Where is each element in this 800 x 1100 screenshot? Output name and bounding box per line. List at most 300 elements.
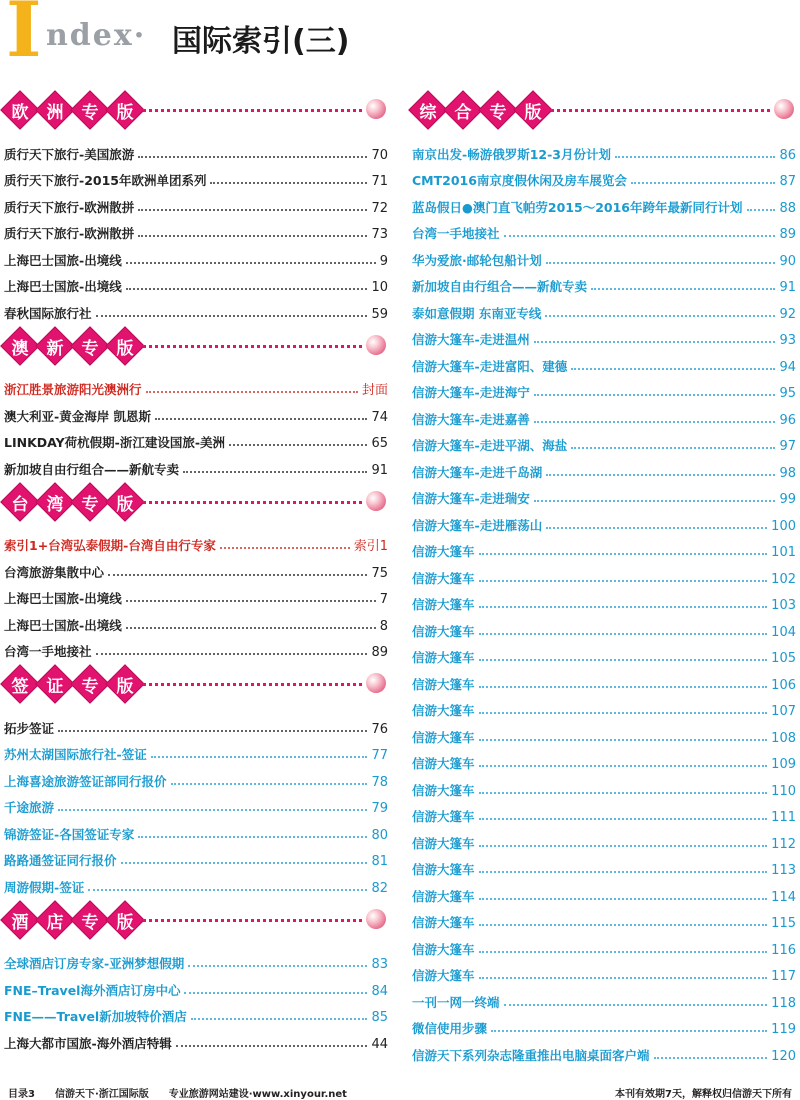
entry-name: 信游大篷车 [412, 915, 475, 930]
entry-page-number: 72 [371, 200, 388, 216]
entry-page-number: 105 [771, 651, 796, 666]
entry-name: 新加坡自由行组合——新航专卖 [4, 461, 180, 477]
dot-leader [479, 977, 768, 979]
index-entry[interactable] [412, 163, 796, 190]
dot-leader [188, 965, 367, 967]
section-spacer [412, 1064, 796, 1070]
section-title-diamond [70, 664, 110, 704]
entry-name: 台湾一手地接社 [412, 226, 500, 241]
dot-leader [504, 1004, 768, 1006]
entry-name: 信游大篷车 [412, 782, 475, 798]
entry-page-number: 86 [779, 147, 796, 163]
index-entry[interactable] [412, 693, 796, 720]
entry-page-number: 96 [779, 412, 796, 428]
entry-page-number: 93 [779, 333, 796, 348]
index-entry[interactable] [412, 613, 796, 640]
index-entry[interactable] [4, 972, 388, 999]
dot-leader [479, 659, 768, 661]
dot-leader [146, 391, 358, 393]
entry-name: 信游大篷车-走进雁荡山 [412, 517, 543, 533]
index-entry[interactable] [4, 295, 388, 322]
index-entry[interactable] [4, 451, 388, 478]
index-entry[interactable] [412, 216, 796, 243]
index-entry[interactable] [412, 958, 796, 985]
dot-leader [546, 474, 775, 476]
dot-leader [229, 444, 367, 446]
section-title-char: 酒 [11, 912, 29, 932]
section-title-char: 版 [116, 912, 134, 932]
index-section [4, 92, 388, 328]
entry-name: 上海喜途旅游签证部同行报价 [4, 773, 167, 789]
index-entry[interactable] [4, 398, 388, 425]
dot-leader [479, 898, 768, 900]
entry-page-number: 100 [771, 518, 796, 534]
entry-name: LINKDAY荷杭假期-浙江建设国旅-美洲 [4, 435, 226, 450]
dot-leader [534, 500, 776, 502]
section-title [4, 328, 141, 360]
index-list [4, 528, 388, 661]
pink-ball-icon [366, 335, 386, 355]
entry-name: 质行天下旅行-欧洲散拼 [4, 226, 135, 241]
index-entry[interactable] [412, 428, 796, 455]
entry-page-number: 103 [771, 598, 796, 613]
dot-leader [479, 739, 768, 741]
entry-name: 信游大篷车 [412, 809, 475, 824]
dot-leader [571, 368, 775, 370]
entry-page-number: 111 [771, 810, 796, 825]
index-list [4, 372, 388, 478]
section-title-char: 签 [11, 676, 29, 697]
entry-name: 信游大篷车 [412, 968, 475, 983]
section-dotted-rule [544, 109, 770, 112]
index-entry[interactable] [412, 534, 796, 561]
index-entry[interactable] [412, 799, 796, 826]
index-entry[interactable] [412, 825, 796, 852]
entry-name: 信游大篷车-走进平湖、海盐 [412, 438, 568, 453]
entry-name: 拓步签证 [4, 720, 55, 736]
index-entry[interactable] [412, 269, 796, 296]
index-entry[interactable] [4, 425, 388, 452]
index-initial-letter: I [6, 0, 42, 74]
section-title-char: 证 [46, 676, 64, 697]
dot-leader [96, 315, 368, 317]
entry-page-number: 106 [771, 677, 796, 693]
entry-page-number: 81 [371, 854, 388, 869]
index-entry[interactable] [412, 481, 796, 508]
dot-leader [571, 447, 775, 449]
entry-name: 澳大利亚-黄金海岸 凯恩斯 [4, 408, 152, 424]
entry-name: 信游大篷车-走进瑞安 [412, 491, 530, 506]
index-entry[interactable] [412, 375, 796, 402]
section-title-char: 版 [116, 676, 134, 697]
dot-leader [210, 182, 367, 184]
section-title [4, 666, 141, 698]
entry-name: 信游大篷车-走进温州 [412, 332, 530, 347]
index-entry[interactable] [412, 401, 796, 428]
index-section [412, 92, 796, 1070]
dot-leader [534, 341, 776, 343]
entry-name: 信游大篷车 [412, 835, 475, 851]
index-entry[interactable] [412, 1037, 796, 1064]
entry-name: 质行天下旅行-欧洲散拼 [4, 199, 135, 215]
section-title [412, 92, 549, 124]
dot-leader [138, 836, 367, 838]
entry-page-number: 44 [371, 1036, 388, 1052]
section-title-diamond [478, 90, 518, 130]
entry-name: 信游大篷车 [412, 597, 475, 612]
entry-page-number: 87 [779, 174, 796, 189]
page-title: 国际索引(三) [172, 24, 350, 59]
index-entry[interactable] [412, 878, 796, 905]
dot-leader [534, 394, 776, 396]
entry-page-number: 120 [771, 1048, 796, 1064]
entry-page-number: 108 [771, 730, 796, 746]
index-entry[interactable] [412, 719, 796, 746]
dot-leader [504, 235, 776, 237]
entry-name: 信游大篷车 [412, 888, 475, 904]
index-entry[interactable] [412, 905, 796, 932]
entry-page-number: 82 [371, 880, 388, 896]
index-entry[interactable] [4, 607, 388, 634]
section-title-char: 台 [11, 494, 29, 514]
dot-leader [479, 765, 768, 767]
footer-left: 目录3 信游天下·浙江国际版 专业旅游网站建设·www.xinyour.net [8, 1089, 347, 1100]
index-entry[interactable] [4, 269, 388, 296]
index-list [4, 136, 388, 322]
section-title-char: 专 [81, 912, 99, 932]
entry-page-number: 102 [771, 571, 796, 587]
dot-leader [138, 209, 367, 211]
section-dotted-rule [136, 919, 362, 922]
dot-leader [491, 1030, 767, 1032]
index-entry[interactable] [412, 189, 796, 216]
entry-name: 南京出发-畅游俄罗斯12-3月份计划 [412, 146, 611, 162]
entry-page-number: 10 [371, 280, 388, 295]
entry-name: 一刊一网一终端 [412, 994, 500, 1010]
section-dotted-rule [136, 109, 362, 112]
dot-leader [479, 951, 768, 953]
index-section [4, 484, 388, 667]
dot-leader [479, 924, 768, 926]
entry-name: 质行天下旅行-2015年欧洲单团系列 [4, 173, 207, 188]
index-entry[interactable] [412, 772, 796, 799]
index-section [4, 666, 388, 902]
entry-page-number: 90 [779, 253, 796, 269]
index-entry[interactable] [4, 372, 388, 399]
index-entry[interactable] [412, 931, 796, 958]
entry-page-number: 91 [371, 462, 388, 478]
entry-page-number: 114 [771, 889, 796, 905]
entry-name: 全球酒店订房专家-亚洲梦想假期 [4, 956, 185, 971]
entry-page-number: 索引1 [353, 539, 388, 554]
entry-name: 千途旅游 [4, 800, 55, 815]
entry-page-number: 83 [371, 957, 388, 972]
entry-page-number: 109 [771, 757, 796, 772]
index-entry[interactable] [4, 189, 388, 216]
dot-leader [631, 182, 776, 184]
entry-page-number: 113 [771, 863, 796, 878]
entry-page-number: 112 [771, 836, 796, 852]
entry-page-number: 119 [771, 1022, 796, 1037]
entry-page-number: 89 [371, 645, 388, 660]
index-entry[interactable] [412, 587, 796, 614]
entry-name: 上海巴士国旅-出境线 [4, 591, 122, 606]
entry-page-number: 99 [779, 492, 796, 507]
section-title-diamond [0, 90, 40, 130]
dot-leader [479, 792, 768, 794]
entry-name: CMT2016南京度假休闲及房车展览会 [412, 173, 627, 188]
dot-leader [155, 418, 367, 420]
pink-ball-icon [366, 673, 386, 693]
index-entry[interactable] [4, 946, 388, 973]
index-entry[interactable] [4, 763, 388, 790]
entry-page-number: 59 [371, 306, 388, 322]
entry-page-number: 74 [371, 409, 388, 425]
section-title [4, 484, 141, 516]
dot-leader [96, 653, 368, 655]
pink-ball-icon [366, 99, 386, 119]
entry-name: 信游大篷车 [412, 570, 475, 586]
entry-name: 微信使用步骤 [412, 1021, 488, 1036]
entry-page-number: 9 [379, 253, 388, 269]
section-title-char: 专 [81, 494, 99, 514]
dot-leader [58, 809, 367, 811]
index-entry[interactable] [4, 216, 388, 243]
index-list [4, 946, 388, 1052]
entry-page-number: 65 [371, 436, 388, 451]
index-entry[interactable] [4, 581, 388, 608]
entry-page-number: 88 [779, 200, 796, 216]
index-entry[interactable] [4, 163, 388, 190]
section-header [4, 484, 388, 518]
section-title-char: 版 [116, 338, 134, 358]
pink-ball-icon [366, 909, 386, 929]
section-title-diamond [408, 90, 448, 130]
section-header [4, 328, 388, 362]
section-title-char: 专 [489, 102, 507, 123]
entry-page-number: 77 [371, 748, 388, 763]
entry-name: 信游大篷车 [412, 676, 475, 692]
entry-name: 信游大篷车-走进海宁 [412, 385, 530, 400]
dot-leader [58, 730, 367, 732]
dot-leader [546, 262, 776, 264]
section-title-char: 洲 [46, 102, 64, 123]
page-header [0, 0, 800, 74]
entry-name: FNE–Travel海外酒店订房中心 [4, 982, 181, 998]
index-entry[interactable] [412, 984, 796, 1011]
entry-name: 周游假期-签证 [4, 879, 85, 895]
entry-name: 浙江胜景旅游阳光澳洲行 [4, 382, 142, 397]
index-entry[interactable] [412, 852, 796, 879]
entry-page-number: 110 [771, 783, 796, 799]
entry-page-number: 118 [771, 995, 796, 1011]
dot-leader [479, 712, 768, 714]
index-entry[interactable] [4, 528, 388, 555]
index-section [4, 328, 388, 484]
entry-page-number: 116 [771, 942, 796, 958]
index-entry[interactable] [412, 746, 796, 773]
entry-page-number: 75 [371, 565, 388, 581]
entry-name: 信游大篷车-走进嘉善 [412, 411, 530, 427]
index-entry[interactable] [412, 454, 796, 481]
section-title-char: 澳 [11, 338, 29, 358]
index-list [4, 710, 388, 896]
section-title-char: 新 [46, 338, 64, 358]
entry-name: FNE——Travel新加坡特价酒店 [4, 1009, 187, 1024]
entry-name: 信游大篷车 [412, 623, 475, 639]
dot-leader [479, 818, 768, 820]
section-dotted-rule [136, 345, 362, 348]
entry-page-number: 8 [379, 618, 388, 634]
section-header [412, 92, 796, 126]
section-title-char: 版 [116, 102, 134, 123]
entry-page-number: 92 [779, 306, 796, 322]
entry-page-number: 71 [371, 174, 388, 189]
entry-page-number: 封面 [361, 383, 388, 398]
dot-leader [479, 871, 768, 873]
entry-page-number: 115 [771, 916, 796, 931]
index-entry[interactable] [412, 666, 796, 693]
section-dotted-rule [136, 683, 362, 686]
entry-name: 信游大篷车 [412, 650, 475, 665]
left-column [4, 92, 388, 1058]
entry-name: 信游大篷车 [412, 729, 475, 745]
index-entry[interactable] [4, 999, 388, 1026]
dot-leader [534, 421, 776, 423]
entry-name: 路路通签证同行报价 [4, 853, 117, 868]
dot-leader [184, 992, 367, 994]
index-entry[interactable] [4, 554, 388, 581]
entry-name: 上海巴士国旅-出境线 [4, 617, 122, 633]
index-entry[interactable] [412, 295, 796, 322]
index-entry[interactable] [4, 242, 388, 269]
entry-page-number: 78 [371, 774, 388, 790]
index-entry[interactable] [4, 737, 388, 764]
entry-page-number: 98 [779, 465, 796, 481]
entry-page-number: 7 [379, 592, 388, 607]
index-entry[interactable] [412, 640, 796, 667]
index-entry[interactable] [412, 1011, 796, 1038]
dot-leader [479, 845, 768, 847]
index-entry[interactable] [4, 1025, 388, 1052]
index-entry[interactable] [412, 348, 796, 375]
index-list [412, 136, 796, 1064]
dot-leader [176, 1045, 368, 1047]
entry-name: 台湾一手地接社 [4, 644, 92, 659]
index-entry[interactable] [412, 507, 796, 534]
section-title-char: 店 [46, 912, 64, 932]
section-title-char: 综 [419, 102, 437, 123]
index-entry[interactable] [4, 634, 388, 661]
entry-name: 新加坡自由行组合——新航专卖 [412, 279, 588, 294]
section-title-char: 版 [524, 102, 542, 123]
index-entry[interactable] [4, 790, 388, 817]
entry-page-number: 104 [771, 624, 796, 640]
section-header [4, 666, 388, 700]
entry-name: 上海巴士国旅-出境线 [4, 279, 122, 294]
entry-name: 信游大篷车 [412, 862, 475, 877]
entry-page-number: 107 [771, 704, 796, 719]
dot-leader [138, 156, 367, 158]
dot-leader [479, 686, 768, 688]
index-entry[interactable] [4, 710, 388, 737]
section-title-char: 合 [454, 102, 472, 123]
section-title-diamond [35, 664, 75, 704]
dot-leader [545, 315, 775, 317]
entry-name: 蓝岛假日●澳门直飞帕劳2015～2016年跨年最新同行计划 [412, 199, 743, 215]
section-title-char: 欧 [11, 102, 29, 123]
entry-page-number: 101 [771, 545, 796, 560]
index-entry[interactable] [412, 136, 796, 163]
dot-leader [151, 756, 368, 758]
dot-leader [126, 288, 368, 290]
right-column [412, 92, 796, 1070]
dot-leader [747, 209, 776, 211]
entry-name: 泰如意假期 东南亚专线 [412, 305, 542, 321]
entry-page-number: 95 [779, 386, 796, 401]
dot-leader [654, 1057, 768, 1059]
section-title-diamond [70, 90, 110, 130]
entry-name: 苏州太湖国际旅行社-签证 [4, 747, 147, 762]
section-title-char: 版 [116, 494, 134, 514]
entry-name: 信游大篷车 [412, 941, 475, 957]
dot-leader [479, 606, 768, 608]
entry-name: 信游大篷车 [412, 756, 475, 771]
section-title-char: 湾 [46, 494, 64, 514]
dot-leader [138, 235, 367, 237]
entry-name: 上海巴士国旅-出境线 [4, 252, 122, 268]
section-title-char: 专 [81, 676, 99, 697]
section-title-diamond [0, 664, 40, 704]
entry-page-number: 84 [371, 983, 388, 999]
section-title [4, 92, 141, 124]
dot-leader [88, 889, 367, 891]
section-title-char: 专 [81, 102, 99, 123]
dot-leader [479, 580, 768, 582]
dot-leader [171, 783, 368, 785]
index-entry[interactable] [4, 843, 388, 870]
entry-name: 索引1+台湾弘泰假期-台湾自由行专家 [4, 538, 216, 553]
entry-name: 信游大篷车 [412, 703, 475, 718]
entry-name: 信游大篷车-走进千岛湖 [412, 464, 543, 480]
dot-leader [615, 156, 775, 158]
entry-name: 信游大篷车-走进富阳、建德 [412, 358, 568, 374]
entry-page-number: 97 [779, 439, 796, 454]
dot-leader [126, 600, 376, 602]
dot-leader [591, 288, 775, 290]
dot-leader [126, 627, 376, 629]
section-title-diamond [35, 90, 75, 130]
entry-page-number: 80 [371, 827, 388, 843]
dot-leader [546, 527, 767, 529]
index-entry[interactable] [4, 816, 388, 843]
section-header [4, 902, 388, 936]
entry-name: 华为爱旅·邮轮包船计划 [412, 252, 542, 268]
entry-page-number: 79 [371, 801, 388, 816]
index-entry[interactable] [412, 242, 796, 269]
entry-name: 信游天下系列杂志隆重推出电脑桌面客户端 [412, 1047, 650, 1063]
entry-page-number: 117 [771, 969, 796, 984]
index-entry[interactable] [412, 322, 796, 349]
index-entry[interactable] [4, 869, 388, 896]
section-title-diamond [443, 90, 483, 130]
entry-name: 质行天下旅行-美国旅游 [4, 146, 135, 162]
dot-leader [183, 471, 367, 473]
dot-leader [108, 574, 367, 576]
index-entry[interactable] [4, 136, 388, 163]
entry-page-number: 85 [371, 1010, 388, 1025]
index-entry[interactable] [412, 560, 796, 587]
